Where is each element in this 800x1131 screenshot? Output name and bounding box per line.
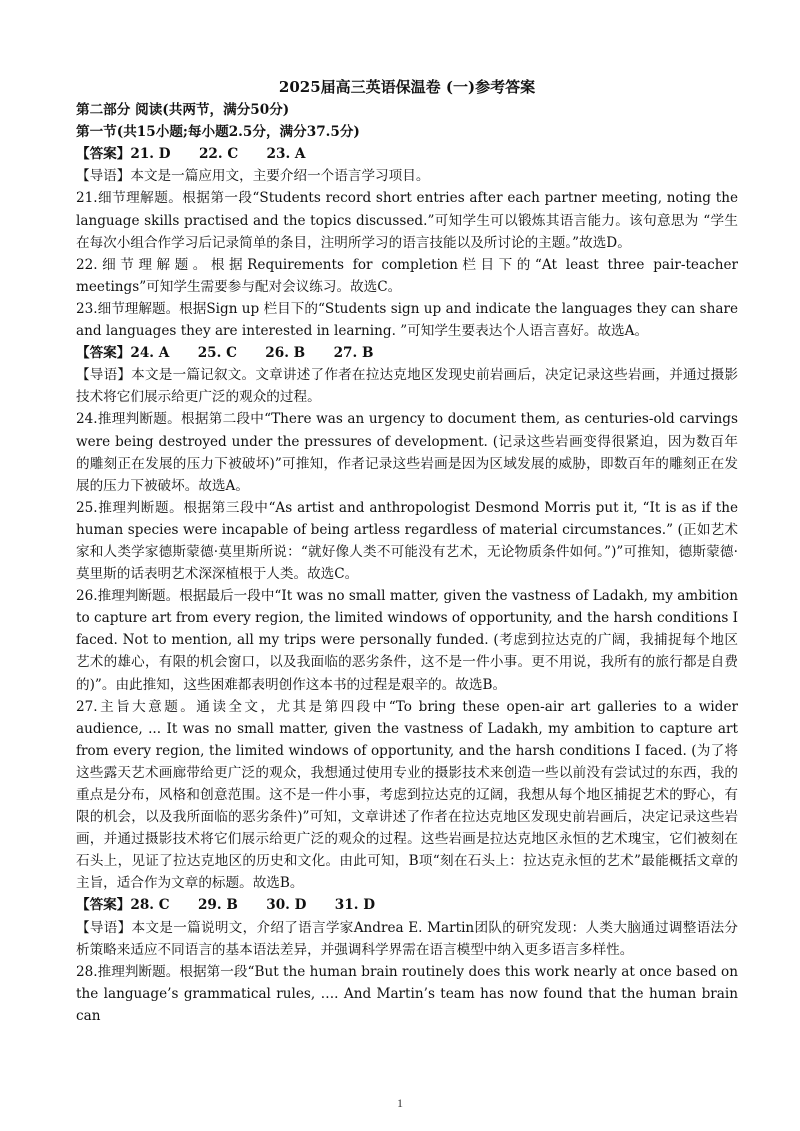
page-number: 1 — [397, 1096, 403, 1110]
answer-values: 28. C 29. B 30. D 31. D — [130, 897, 375, 914]
explanation-item: 25.推理判断题。根据第三段中“As artist and anthropologist Desmond Morris put it, “It is as if the human species were incapable of being artless regardless of material circumstances.” (正如艺术家和人类学家德斯蒙德·莫里斯所说：“就好像人类不可能没有艺术，无论物质条件如何。”)”可推知，德斯蒙德·莫里斯的话表明艺术深深植根于人类。故选C。 — [76, 499, 738, 583]
answer-line — [76, 894, 738, 916]
answer-values: 21. D 22. C 23. A — [130, 146, 306, 163]
passage-block — [76, 894, 738, 1027]
answer-label: 【答案】 — [76, 897, 131, 914]
explanation-item: 26.推理判断题。根据最后一段中“It was no small matter, given the vastness of Ladakh, my ambition to capture art from every region, the limited windows of opportunity, and the harsh conditions I faced. Not to mention, all my trips were personally funded. (考虑到拉达克的广阔，我捕捉每个地区艺术的雄心，有限的机会窗口，以及我面临的恶劣条件，这不是一件小事。更不用说，我所有的旅行都是自费的)”。由此推知，这些困难都表明创作这本书的过程是艰辛的。故选B。 — [76, 588, 738, 693]
explanation-item: 23.细节理解题。根据Sign up 栏目下的“Students sign up and indicate the languages they can share and languages they are interested in learning. ”可知学生要表达个人语言喜好。故选A。 — [76, 300, 738, 340]
explanation-item: 27.主旨大意题。通读全文，尤其是第四段中“To bring these open-air art galleries to a wider audience, ... It was no small matter, given the vastness of Ladakh, my ambition to capture art from every region, the limited windows of opportunity, and the harsh conditions I faced. (为了将这些露天艺术画廊带给更广泛的观众，我想通过使用专业的摄影技术来创造一些以前没有尝试过的东西，我的重点是分布，风格和创意范围。这不是一件小事，考虑到拉达克的辽阔，我想从每个地区捕捉艺术的野心，有限的机会，以及我所面临的恶劣条件)”可知，文章讲述了作者在拉达克地区发现史前岩画后，决定记录这些岩画，并通过摄影技术将它们展示给更广泛的观众的过程。这些岩画是拉达克地区永恒的艺术瑰宝，它们被刻在石头上，见证了拉达克地区的历史和文化。由此可知，B项“刻在石头上：拉达克永恒的艺术”最能概括文章的主旨，适合作为文章的标题。故选B。 — [76, 698, 738, 892]
passage-block — [76, 342, 738, 894]
passage-intro: 【导语】本文是一篇应用文，主要介绍一个语言学习项目。 — [76, 168, 430, 185]
answer-values: 24. A 25. C 26. B 27. B — [130, 345, 374, 362]
explanation-item: 22.细节理解题。根据Requirements for completion栏目下的“At least three pair-teacher meetings”可知学生需要参与配对会议练习。故选C。 — [76, 256, 738, 295]
answer-label: 【答案】 — [76, 146, 131, 163]
section-heading: 第一节(共15小题;每小题2.5分，满分37.5分) — [76, 124, 360, 141]
passage-block — [76, 143, 738, 342]
answer-line — [76, 342, 738, 364]
part-heading: 第二部分 阅读(共两节，满分50分) — [76, 102, 290, 119]
passage-intro: 【导语】本文是一篇记叙文。文章讲述了作者在拉达克地区发现史前岩画后，决定记录这些岩画，并通过摄影技术将它们展示给更广泛的观众的过程。 — [76, 367, 738, 406]
answer-line — [76, 143, 738, 165]
passage-intro: 【导语】本文是一篇说明文，介绍了语言学家Andrea E. Martin团队的研究发现：人类大脑通过调整语法分析策略来适应不同语言的基本语法差异，并强调科学界需在语言模型中纳入更多语言多样性。 — [76, 919, 738, 958]
explanation-item: 24.推理判断题。根据第二段中“There was an urgency to document them, as centuries-old carvings were being destroyed under the pressures of development. (记录这些岩画变得很紧迫，因为数百年的雕刻正在发展的压力下被破坏)”可推知，作者记录这些岩画是因为区域发展的威胁，即数百年的雕刻正在发展的压力下被破坏。故选A。 — [76, 411, 738, 494]
answer-label: 【答案】 — [76, 345, 131, 362]
document-title: 2025届高三英语保温卷 (一)参考答案 — [278, 78, 536, 96]
explanation-item: 21.细节理解题。根据第一段“Students record short entries after each partner meeting, noting the language skills practised and the topics discussed.”可知学生可以锻炼其语言能力。该句意思为 “学生在每次小组合作学习后记录简单的条目，注明所学习的语言技能以及所讨论的主题。”故选D。 — [76, 190, 738, 251]
explanation-item: 28.推理判断题。根据第一段“But the human brain routinely does this work nearly at once based on the language’s grammatical rules, …. And Martin’s team has now found that the human brain can — [76, 963, 738, 1024]
